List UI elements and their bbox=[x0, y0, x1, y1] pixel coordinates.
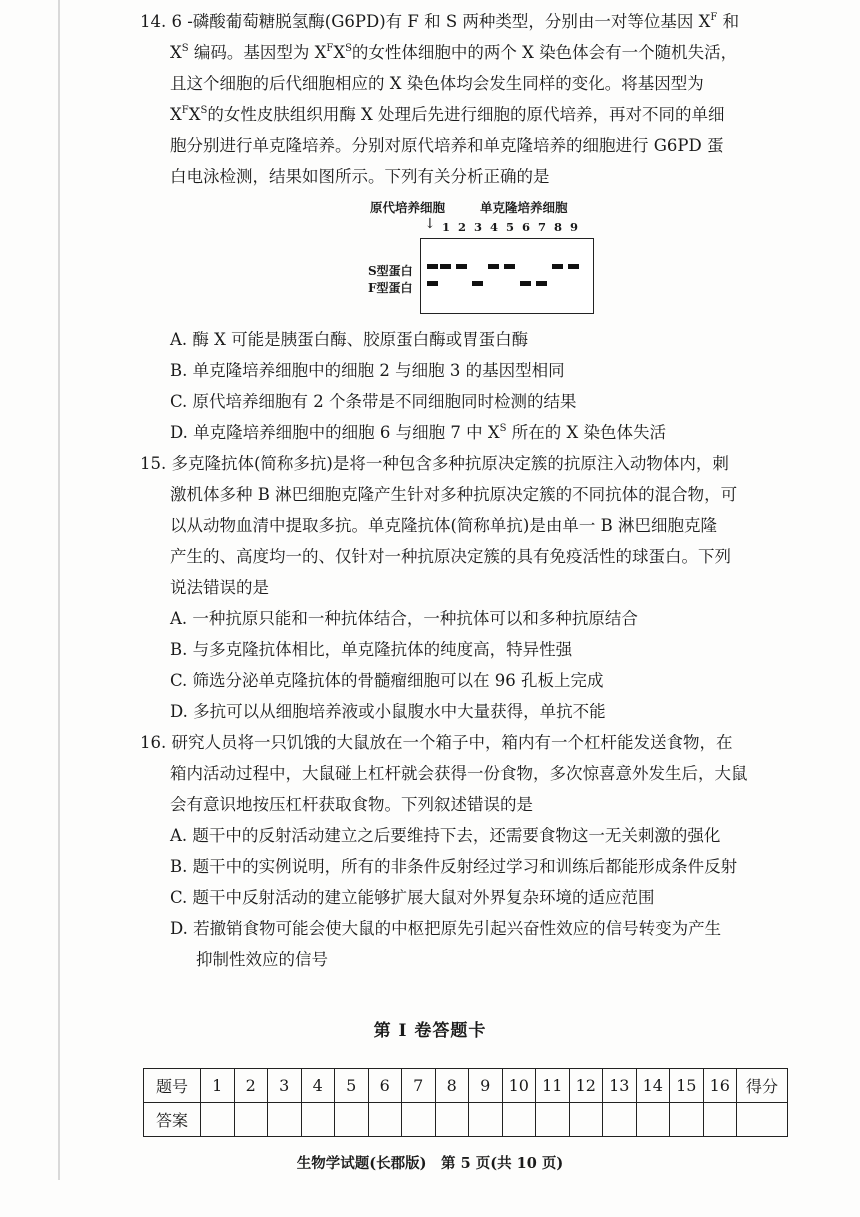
sup-f: F bbox=[710, 12, 718, 23]
answer-cell[interactable] bbox=[201, 1103, 235, 1137]
s-protein-band bbox=[440, 264, 451, 269]
row-header-number: 题号 bbox=[144, 1069, 201, 1103]
answer-cell[interactable] bbox=[502, 1103, 536, 1137]
x-symbol: X bbox=[170, 105, 182, 124]
lane-number: 6 bbox=[521, 220, 530, 234]
q16-option-a: A. 题干中的反射活动建立之后要维持下去，还需要食物这一无关刺激的强化 bbox=[170, 826, 721, 845]
q14-option-c: C. 原代培养细胞有 2 个条带是不同细胞同时检测的结果 bbox=[170, 392, 577, 411]
question-14 bbox=[140, 6, 800, 192]
answer-cell[interactable] bbox=[703, 1103, 737, 1137]
sup-f: F bbox=[181, 105, 189, 116]
q15-line-4: 产生的、高度均一的、仅针对一种抗原决定簇的具有免疫活性的球蛋白。下列 bbox=[170, 547, 731, 566]
sup-s: S bbox=[200, 105, 208, 116]
lane-number: 4 bbox=[489, 220, 498, 234]
q14-text-5: 的女性皮肤组织用酶 X 处理后先进行细胞的原代培养，再对不同的单细 bbox=[207, 105, 725, 124]
page-edge-divider bbox=[58, 0, 60, 1180]
page-footer: 生物学试题(长郡版) 第 5 页(共 10 页) bbox=[296, 1155, 564, 1172]
q14-text-2: 编码。基因型为 X bbox=[193, 43, 327, 62]
s-protein-band bbox=[456, 264, 467, 269]
f-protein-band bbox=[536, 281, 547, 286]
lane-number: 1 bbox=[441, 220, 450, 234]
question-number-cell: 8 bbox=[435, 1069, 469, 1103]
q14-and: 和 bbox=[717, 12, 740, 31]
gel-box bbox=[420, 238, 594, 314]
gel-electrophoresis-figure bbox=[140, 198, 800, 320]
label-primary-culture: 原代培养细胞 bbox=[370, 200, 446, 215]
lane-number: 2 bbox=[457, 220, 466, 234]
answer-cell[interactable] bbox=[268, 1103, 302, 1137]
answer-cell[interactable] bbox=[569, 1103, 603, 1137]
answer-card-title: 第 Ⅰ 卷答题卡 bbox=[373, 1021, 487, 1041]
label-monoclonal-culture: 单克隆培养细胞 bbox=[480, 200, 568, 215]
answer-cell[interactable] bbox=[670, 1103, 704, 1137]
q14-option-d-text: D. 单克隆培养细胞中的细胞 6 与细胞 7 中 X bbox=[170, 423, 500, 442]
sup-f: F bbox=[326, 43, 334, 54]
question-number-cell: 11 bbox=[536, 1069, 570, 1103]
s-protein-label: S型蛋白 bbox=[368, 264, 413, 278]
lane-number: 8 bbox=[553, 220, 562, 234]
lane-number: 7 bbox=[537, 220, 546, 234]
question-number-cell: 10 bbox=[502, 1069, 536, 1103]
s-protein-band bbox=[504, 264, 515, 269]
question-number-cell: 7 bbox=[402, 1069, 436, 1103]
answer-cell[interactable] bbox=[368, 1103, 402, 1137]
q14-option-a: A. 酶 X 可能是胰蛋白酶、胶原蛋白酶或胃蛋白酶 bbox=[170, 330, 529, 349]
q16-line-1: 16. 研究人员将一只饥饿的大鼠放在一个箱子中，箱内有一个杠杆能发送食物，在 bbox=[140, 733, 733, 752]
exam-content bbox=[140, 6, 800, 975]
question-15 bbox=[140, 448, 800, 603]
q14-option-b: B. 单克隆培养细胞中的细胞 2 与细胞 3 的基因型相同 bbox=[170, 361, 565, 380]
answer-cell[interactable] bbox=[402, 1103, 436, 1137]
score-cell[interactable] bbox=[737, 1103, 788, 1137]
question-number-cell: 2 bbox=[234, 1069, 268, 1103]
answer-cell[interactable] bbox=[469, 1103, 503, 1137]
s-protein-band bbox=[427, 264, 438, 269]
q15-line-2: 激机体多种 B 淋巴细胞克隆产生针对多种抗原决定簇的不同抗体的混合物，可 bbox=[170, 485, 738, 504]
q14-text-3: 的女性体细胞中的两个 X 染色体会有一个随机失活， bbox=[351, 43, 738, 62]
s-protein-band bbox=[488, 264, 499, 269]
lane-number: 9 bbox=[569, 220, 578, 234]
s-protein-band bbox=[568, 264, 579, 269]
question-number-cell: 16 bbox=[703, 1069, 737, 1103]
q14-line-2 bbox=[140, 37, 800, 68]
lane-number: 5 bbox=[505, 220, 514, 234]
row-header-answer: 答案 bbox=[144, 1103, 201, 1137]
question-number-cell: 6 bbox=[368, 1069, 402, 1103]
lane-numbers bbox=[438, 220, 582, 234]
score-header-cell: 得分 bbox=[737, 1069, 788, 1103]
q14-line-4 bbox=[140, 99, 800, 130]
sup-s: S bbox=[181, 43, 189, 54]
q16-line-2: 箱内活动过程中，大鼠碰上杠杆就会获得一份食物，多次惊喜意外发生后，大鼠 bbox=[170, 764, 748, 783]
question-number-cell: 13 bbox=[603, 1069, 637, 1103]
answer-cell[interactable] bbox=[435, 1103, 469, 1137]
f-protein-band bbox=[472, 281, 483, 286]
q14-line-3: 且这个细胞的后代细胞相应的 X 染色体均会发生同样的变化。将基因型为 bbox=[170, 74, 704, 93]
answer-card-table bbox=[143, 1068, 788, 1137]
q14-text-1: 14. 6 -磷酸葡萄糖脱氢酶(G6PD)有 F 和 S 两种类型，分别由一对等位基因 X bbox=[140, 12, 711, 31]
x-symbol: X bbox=[170, 43, 182, 62]
q15-line-1: 15. 多克隆抗体(简称多抗)是将一种包含多种抗原决定簇的抗原注入动物体内，刺 bbox=[140, 454, 729, 473]
question-number-cell: 12 bbox=[569, 1069, 603, 1103]
question-number-cell: 14 bbox=[636, 1069, 670, 1103]
answer-card-answer-row bbox=[144, 1103, 788, 1137]
q16-option-b: B. 题干中的实例说明，所有的非条件反射经过学习和训练后都能形成条件反射 bbox=[170, 857, 738, 876]
q14-line-5: 胞分别进行单克隆培养。分别对原代培养和单克隆培养的细胞进行 G6PD 蛋 bbox=[170, 136, 724, 155]
answer-cell[interactable] bbox=[234, 1103, 268, 1137]
question-number-cell: 1 bbox=[201, 1069, 235, 1103]
lane-number: 3 bbox=[473, 220, 482, 234]
q14-line-1 bbox=[140, 6, 800, 37]
sup-s: S bbox=[345, 43, 352, 54]
question-number-cell: 15 bbox=[670, 1069, 704, 1103]
q16-line-3: 会有意识地按压杠杆获取食物。下列叙述错误的是 bbox=[170, 795, 533, 814]
q16-option-d-continued: 抑制性效应的信号 bbox=[196, 950, 328, 969]
question-number-cell: 4 bbox=[301, 1069, 335, 1103]
answer-cell[interactable] bbox=[603, 1103, 637, 1137]
question-number-cell: 9 bbox=[469, 1069, 503, 1103]
answer-cell[interactable] bbox=[335, 1103, 369, 1137]
q16-option-d: D. 若撤销食物可能会使大鼠的中枢把原先引起兴奋性效应的信号转变为产生 bbox=[170, 919, 722, 938]
q16-option-c: C. 题干中反射活动的建立能够扩展大鼠对外界复杂环境的适应范围 bbox=[170, 888, 655, 907]
q15-line-3: 以从动物血清中提取多抗。单克隆抗体(简称单抗)是由单一 B 淋巴细胞克隆 bbox=[170, 516, 717, 535]
s-protein-band bbox=[552, 264, 563, 269]
q14-option-d-text-2: 所在的 X 染色体失活 bbox=[506, 423, 666, 442]
x-symbol: X bbox=[333, 43, 346, 62]
q15-option-a: A. 一种抗原只能和一种抗体结合，一种抗体可以和多种抗原结合 bbox=[170, 609, 638, 628]
q14-option-d bbox=[140, 417, 800, 448]
down-arrow-icon: ↓ bbox=[424, 216, 436, 232]
question-number-cell: 5 bbox=[335, 1069, 369, 1103]
answer-cell[interactable] bbox=[301, 1103, 335, 1137]
f-protein-label: F型蛋白 bbox=[368, 281, 413, 295]
answer-cell[interactable] bbox=[636, 1103, 670, 1137]
question-16 bbox=[140, 727, 800, 820]
x-symbol: X bbox=[188, 105, 201, 124]
q15-option-d: D. 多抗可以从细胞培养液或小鼠腹水中大量获得，单抗不能 bbox=[170, 702, 606, 721]
q15-option-c: C. 筛选分泌单克隆抗体的骨髓瘤细胞可以在 96 孔板上完成 bbox=[170, 671, 604, 690]
q15-line-5: 说法错误的是 bbox=[170, 578, 269, 597]
f-protein-band bbox=[427, 281, 438, 286]
question-number-cell: 3 bbox=[268, 1069, 302, 1103]
q14-line-6: 白电泳检测，结果如图所示。下列有关分析正确的是 bbox=[170, 167, 550, 186]
f-protein-band bbox=[520, 281, 531, 286]
answer-card-number-row bbox=[144, 1069, 788, 1103]
answer-cell[interactable] bbox=[536, 1103, 570, 1137]
q15-option-b: B. 与多克隆抗体相比，单克隆抗体的纯度高，特异性强 bbox=[170, 640, 573, 659]
sup-s: S bbox=[499, 423, 507, 434]
